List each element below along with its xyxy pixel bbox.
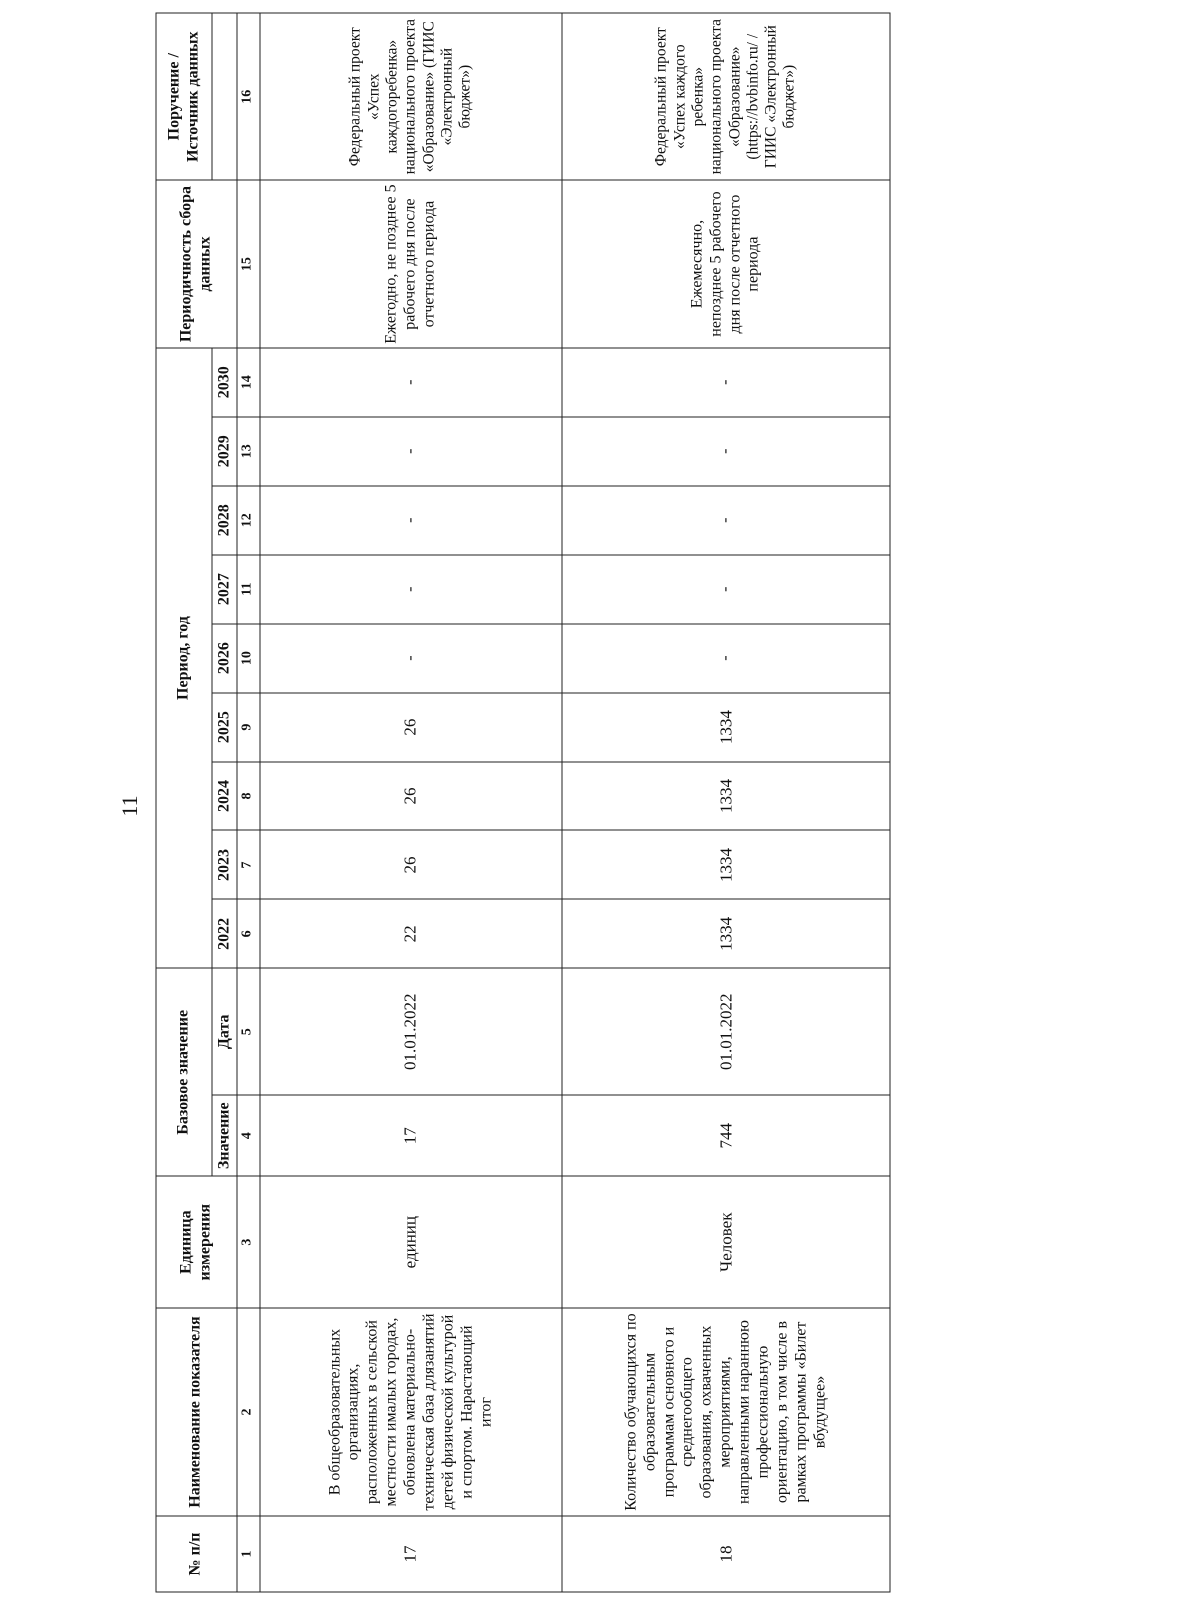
- header-unit: Единица измерения: [156, 1176, 237, 1308]
- data-source: Федеральный проект «Успех каждого ребенка» национального проекта «Образование» (https://bvbinfo.ru/ / ГИИС «Электронный бюджет»): [562, 13, 890, 180]
- column-number: 15: [237, 180, 260, 347]
- base-date: 01.01.2022: [260, 968, 563, 1095]
- data-source: Федеральный проект «Успех каждогоребенка» национального проекта «Образование» (ГИИС «Электронный бюджет»): [260, 13, 563, 180]
- value-2025: 1334: [562, 692, 890, 761]
- header-frequency: Периодичность сбора данных: [156, 180, 237, 347]
- value-2024: 1334: [562, 761, 890, 830]
- header-year-2023: 2023: [212, 830, 236, 899]
- table-row: [562, 13, 890, 1592]
- header-base: Базовое значение: [156, 968, 212, 1176]
- indicator-table: [156, 12, 891, 1592]
- header-num: № п/п: [156, 1515, 237, 1591]
- header-period: Период, год: [156, 347, 212, 968]
- column-number: 11: [237, 554, 260, 623]
- value-2023: 26: [260, 830, 563, 899]
- value-2026: -: [562, 623, 890, 692]
- base-value: 17: [260, 1095, 563, 1176]
- header-year-2025: 2025: [212, 692, 236, 761]
- column-number: 6: [237, 899, 260, 968]
- value-2028: -: [562, 485, 890, 554]
- header-source: Поручение / Источник данных: [156, 13, 212, 180]
- indicator-unit: единиц: [260, 1176, 563, 1308]
- indicator-name: В общеобразовательных организациях, расположенных в сельской местности ималых городах, обновлена материально-техническая база длязанятий детей физической культурой и спортом. Нарастающий итог: [260, 1308, 563, 1516]
- column-number: 1: [237, 1515, 260, 1591]
- column-number: 7: [237, 830, 260, 899]
- value-2030: -: [260, 347, 563, 416]
- column-number: 9: [237, 692, 260, 761]
- header-base-value: Значение: [212, 1095, 236, 1176]
- header-year-2028: 2028: [212, 485, 236, 554]
- column-number: 5: [237, 968, 260, 1095]
- header-year-2029: 2029: [212, 416, 236, 485]
- value-2030: -: [562, 347, 890, 416]
- value-2029: -: [562, 416, 890, 485]
- column-number: 10: [237, 623, 260, 692]
- collection-frequency: Ежемесячно, непозднее 5 рабочего дня после отчетного периода: [562, 180, 890, 347]
- column-number: 3: [237, 1176, 260, 1308]
- column-number: 2: [237, 1308, 260, 1516]
- header-name: Наименование показателя: [156, 1308, 237, 1516]
- value-2028: -: [260, 485, 563, 554]
- value-2023: 1334: [562, 830, 890, 899]
- value-2025: 26: [260, 692, 563, 761]
- value-2027: -: [562, 554, 890, 623]
- value-2026: -: [260, 623, 563, 692]
- header-year-2024: 2024: [212, 761, 236, 830]
- header-year-2027: 2027: [212, 554, 236, 623]
- indicator-table-container: [156, 12, 891, 1592]
- value-2029: -: [260, 416, 563, 485]
- row-number: 17: [260, 1515, 563, 1591]
- value-2022: 22: [260, 899, 563, 968]
- header-source-blank: [212, 13, 236, 180]
- collection-frequency: Ежегодно, не позднее 5 рабочего дня после отчетного периода: [260, 180, 563, 347]
- header-year-2022: 2022: [212, 899, 236, 968]
- header-year-2026: 2026: [212, 623, 236, 692]
- value-2022: 1334: [562, 899, 890, 968]
- indicator-name: Количество обучающихся по образовательным программам основного и среднегообщего образования, охваченных мероприятиями, направленными нараннюю профессиональную ориентацию, в том числе в рамках программы «Билет вбудущее»: [562, 1308, 890, 1516]
- table-row: [260, 13, 563, 1592]
- value-2024: 26: [260, 761, 563, 830]
- column-number: 4: [237, 1095, 260, 1176]
- indicator-unit: Человек: [562, 1176, 890, 1308]
- base-value: 744: [562, 1095, 890, 1176]
- value-2027: -: [260, 554, 563, 623]
- header-year-2030: 2030: [212, 347, 236, 416]
- column-number: 13: [237, 416, 260, 485]
- base-date: 01.01.2022: [562, 968, 890, 1095]
- column-number: 8: [237, 761, 260, 830]
- column-number: 16: [237, 13, 260, 180]
- page-number: 11: [117, 795, 142, 817]
- row-number: 18: [562, 1515, 890, 1591]
- column-number: 12: [237, 485, 260, 554]
- header-base-date: Дата: [212, 968, 236, 1095]
- column-number: 14: [237, 347, 260, 416]
